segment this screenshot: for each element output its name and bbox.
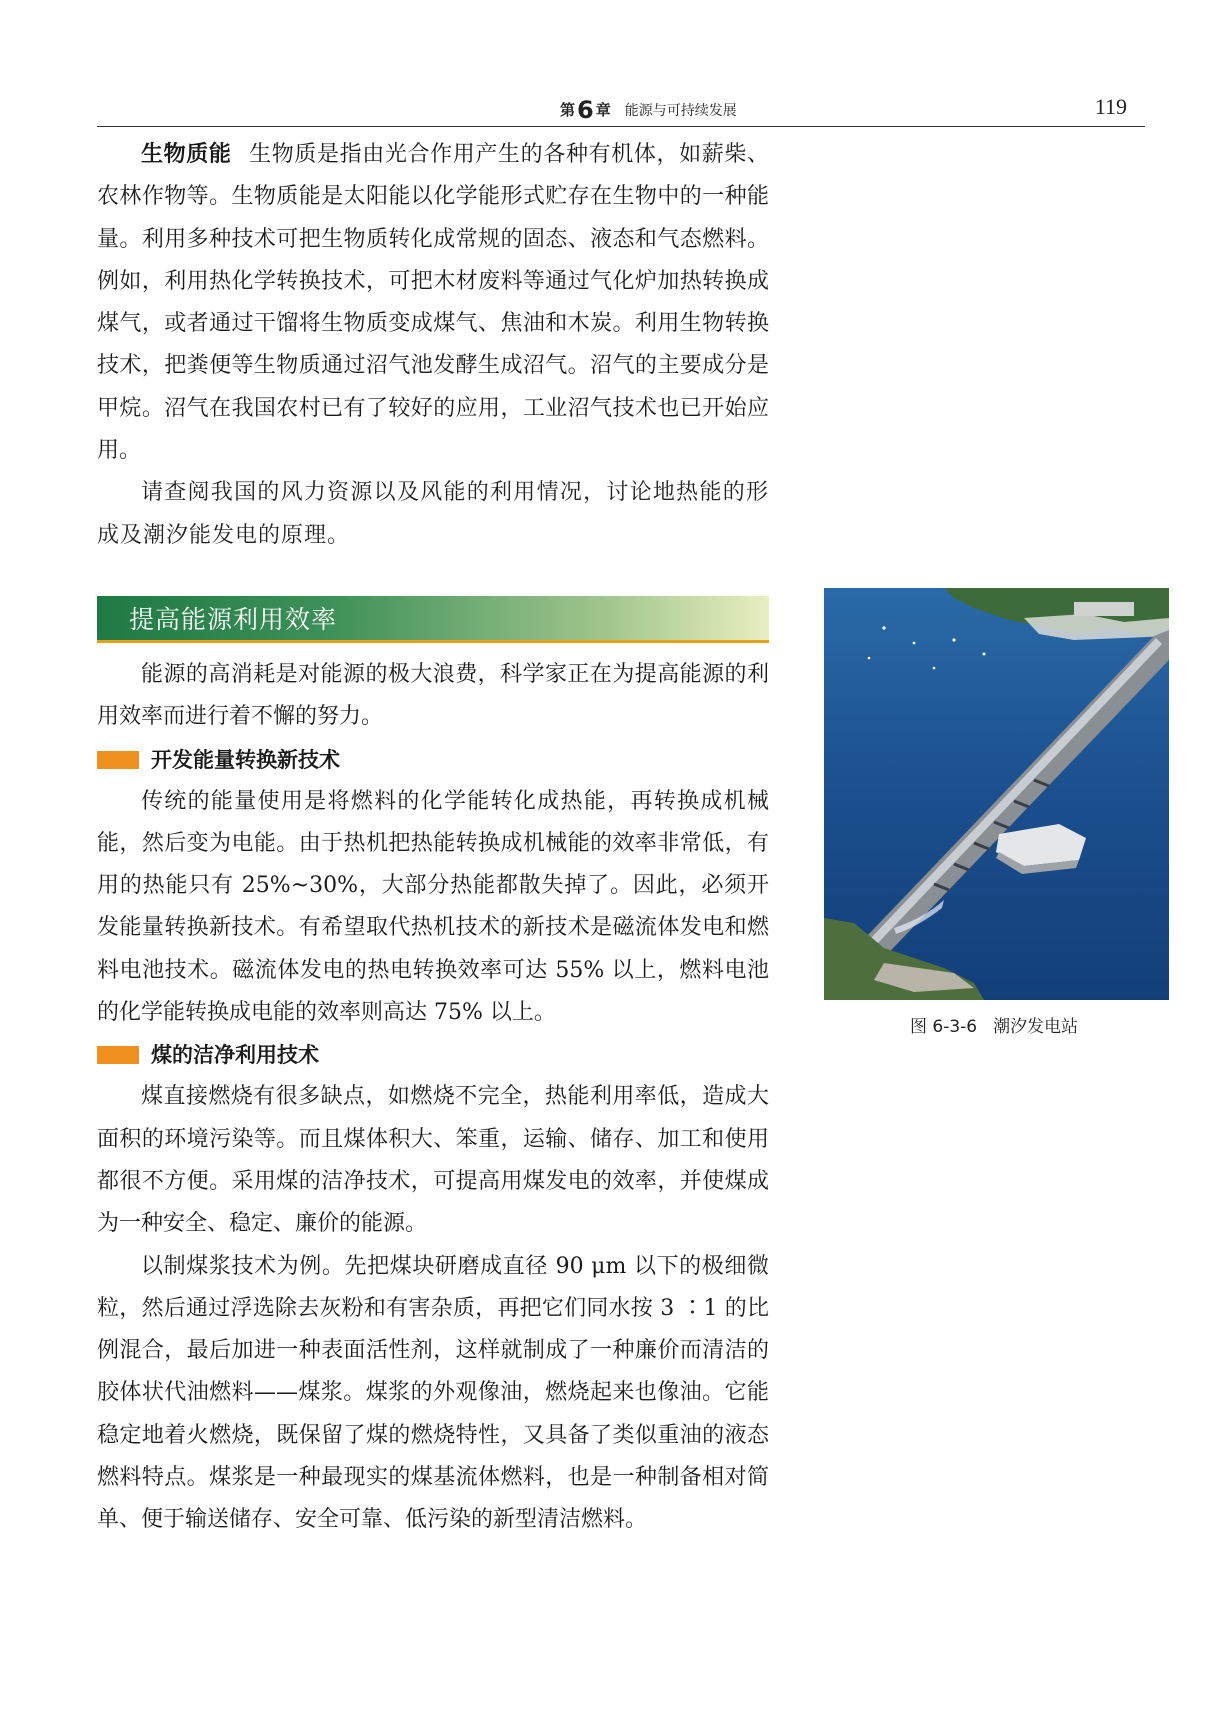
chapter-title: 能源与可持续发展 [624, 103, 737, 119]
figure-caption [910, 1012, 1078, 1037]
chapter-prefix: 第 [560, 101, 576, 119]
page-number: 119 [1094, 94, 1127, 119]
clean-coal-paragraph-1: 煤直接燃烧有很多缺点，如燃烧不完全，热能利用率低，造成大面积的环境污染等。而且煤体积大、笨重，运输、储存、加工和使用都很不方便。采用煤的洁净技术，可提高用煤发电的效率，并使煤成为一种安全、稳定、廉价的能源。 [97, 1084, 769, 1237]
biomass-paragraph [97, 134, 769, 472]
chapter-suffix: 章 [595, 101, 611, 119]
chapter-label [560, 96, 737, 124]
tidal-power-station-photo [824, 588, 1169, 1000]
figure-number: 图 6-3-6 [910, 1017, 978, 1037]
efficiency-block [97, 654, 769, 1542]
biomass-text: 生物质是指由光合作用产生的各种有机体，如薪柴、农林作物等。生物质能是太阳能以化学能形式贮存在生物中的一种能量。利用多种技术可把生物质转化成常规的固态、液态和气态燃料。例如，利用热化学转换技术，可把木材废料等通过气化炉加热转换成煤气，或者通过干馏将生物质变成煤气、焦油和木炭。利用生物转换技术，把粪便等生物质通过沼气池发酵生成沼气。沼气的主要成分是甲烷。沼气在我国农村已有了较好的应用，工业沼气技术也已开始应用。 [97, 142, 769, 464]
subhead-clean-coal-title: 煤的洁净利用技术 [151, 1043, 319, 1068]
section-intro: 能源的高消耗是对能源的极大浪费，科学家正在为提高能源的利用效率而进行着不懈的努力。 [97, 662, 769, 730]
subhead-marker-icon [97, 751, 139, 769]
figure-title: 潮汐发电站 [993, 1017, 1079, 1037]
subhead-clean-coal [97, 1034, 769, 1076]
clean-coal-paragraph-2: 以制煤浆技术为例。先把煤块研磨成直径 90 μm 以下的极细微粒，然后通过浮选除去灰粉和有害杂质，再把它们同水按 3 ∶1 的比例混合，最后加进一种表面活性剂，这样就制成了一种廉价而清洁的胶体状代油燃料——煤浆。煤浆的外观像油，燃烧起来也像油。它能稳定地着火燃烧，既保留了煤的燃烧特性，又具备了类似重油的液态燃料特点。煤浆是一种最现实的煤基流体燃料，也是一种制备相对简单、便于输送储存、安全可靠、低污染的新型清洁燃料。 [97, 1253, 769, 1533]
subhead-energy-conversion [97, 739, 769, 781]
energy-conversion-paragraph: 传统的能量使用是将燃料的化学能转化成热能，再转换成机械能，然后变为电能。由于热机把热能转换成机械能的效率非常低，有用的热能只有 25%~30%，大部分热能都散失掉了。因此，必须开发能量转换新技术。有希望取代热机技术的新技术是磁流体发电和燃料电池技术。磁流体发电的热电转换效率可达 55% 以上，燃料电池的化学能转换成电能的效率则高达 75% 以上。 [97, 788, 769, 1026]
subhead-energy-conversion-title: 开发能量转换新技术 [151, 747, 340, 772]
biomass-term: 生物质能 [141, 142, 232, 167]
section-title: 提高能源利用效率 [129, 605, 338, 634]
chapter-number: 6 [577, 96, 594, 124]
page-header [97, 92, 1145, 127]
subhead-marker-icon [97, 1046, 139, 1064]
discussion-note: 请查阅我国的风力资源以及风能的利用情况，讨论地热能的形成及潮汐能发电的原理。 [97, 480, 769, 548]
section-heading-bar [97, 596, 769, 643]
biomass-block [97, 134, 769, 557]
